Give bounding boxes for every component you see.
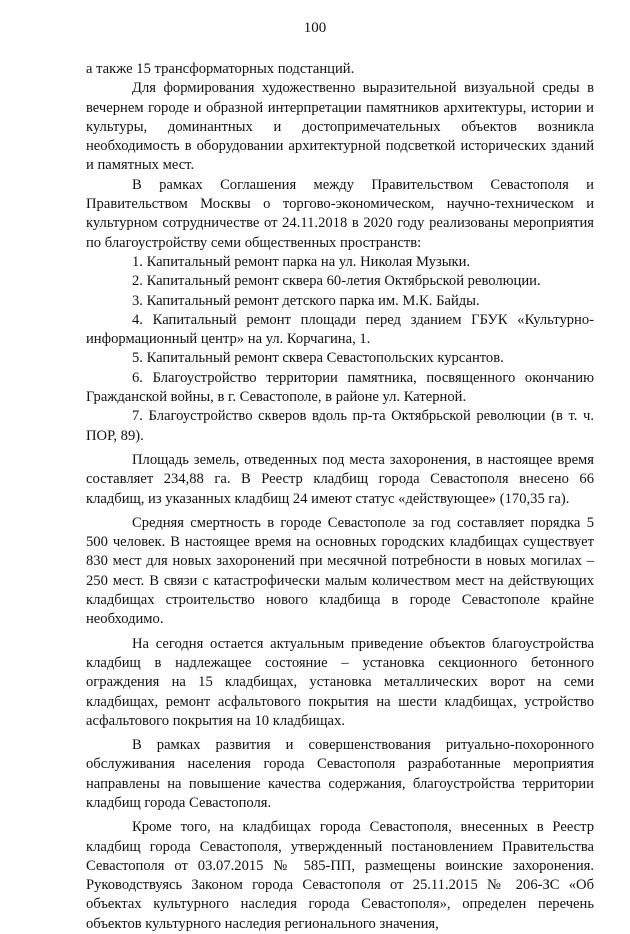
paragraph-military-burials: Кроме того, на кладбищах города Севастополя, внесенных в Реестр кладбищ города Севастополя, утвержденный постановлением Правительства Севастополя от 03.07.2015 № 585-ПП, размещены воинские захоронения. Руководствуясь Законом города Севастополя от 25.11.2015 № 206-ЗС «Об объектах культурного наследия города Севастополя», определен перечень объектов культурного наследия регионального значения,	[86, 819, 594, 932]
list-item-5: 5. Капитальный ремонт сквера Севастопольских курсантов.	[132, 350, 504, 367]
paragraph-3: В рамках Соглашения между Правительством Севастополя и Правительством Москвы о торгово-экономическом, научно-техническом и культурном сотрудничестве от 24.11.2018 в 2020 году реализованы мероприятия по благоустройству семи общественных пространств:	[86, 176, 594, 251]
list-item-7: 7. Благоустройство скверов вдоль пр-та Октябрьской революции (в т. ч. ПОР, 89).	[86, 408, 594, 444]
list-item-2: 2. Капитальный ремонт сквера 60-летия Октябрьской революции.	[132, 273, 541, 290]
paragraph-cemetery-area: Площадь земель, отведенных под места захоронения, в настоящее время составляет 234,88 га. В Реестр кладбищ города Севастополя внесено 66 кладбищ, из указанных кладбищ 24 имеют статус «действующее» (170,35 га).	[86, 451, 594, 507]
page-number: 100	[303, 20, 327, 36]
paragraph-mortality: Средняя смертность в городе Севастополе за год составляет порядка 5 500 человек. В настоящее время на основных городских кладбищах существует 830 мест для новых захоронений при месячной потребности в новых могилах – 250 мест. В связи с катастрофически малым количеством мест на действующих кладбищах строительство нового кладбища в городе Севастополе крайне необходимо.	[86, 514, 594, 628]
paragraph-improvement: На сегодня остается актуальным приведение объектов благоустройства кладбищ в надлежащее состояние – установка секционного бетонного ограждения на 15 кладбищах, установка металлических ворот на семи кладбищах, ремонт асфальтового покрытия на шести кладбищах, устройство асфальтового покрытия на 10 кладбищах.	[86, 635, 594, 729]
paragraph-1: а также 15 трансформаторных подстанций.	[86, 61, 355, 77]
document-body	[86, 60, 594, 934]
list-item-1: 1. Капитальный ремонт парка на ул. Николая Музыки.	[132, 253, 471, 270]
list-item-3: 3. Капитальный ремонт детского парка им. М.К. Байды.	[132, 292, 480, 309]
list-item-4: 4. Капитальный ремонт площади перед зданием ГБУК «Культурно-информационный центр» на ул. Корчагина, 1.	[86, 311, 594, 348]
paragraph-2: Для формирования художественно выразительной визуальной среды в вечернем городе и образной интерпретации памятников архитектуры, истории и культуры, доминантных и достопримечательных объектов возникла необходимость в оборудовании архитектурной подсветкой исторических зданий и памятных мест.	[86, 80, 594, 174]
paragraph-ritual-services: В рамках развития и совершенствования ритуально-похоронного обслуживания населения города Севастополя разработанные мероприятия направлены на повышение качества содержания, благоустройства территории кладбищ города Севастополя.	[86, 737, 594, 811]
list-item-6: 6. Благоустройство территории памятника, посвященного окончанию Гражданской войны, в г. Севастополе, в районе ул. Катерной.	[86, 369, 594, 406]
